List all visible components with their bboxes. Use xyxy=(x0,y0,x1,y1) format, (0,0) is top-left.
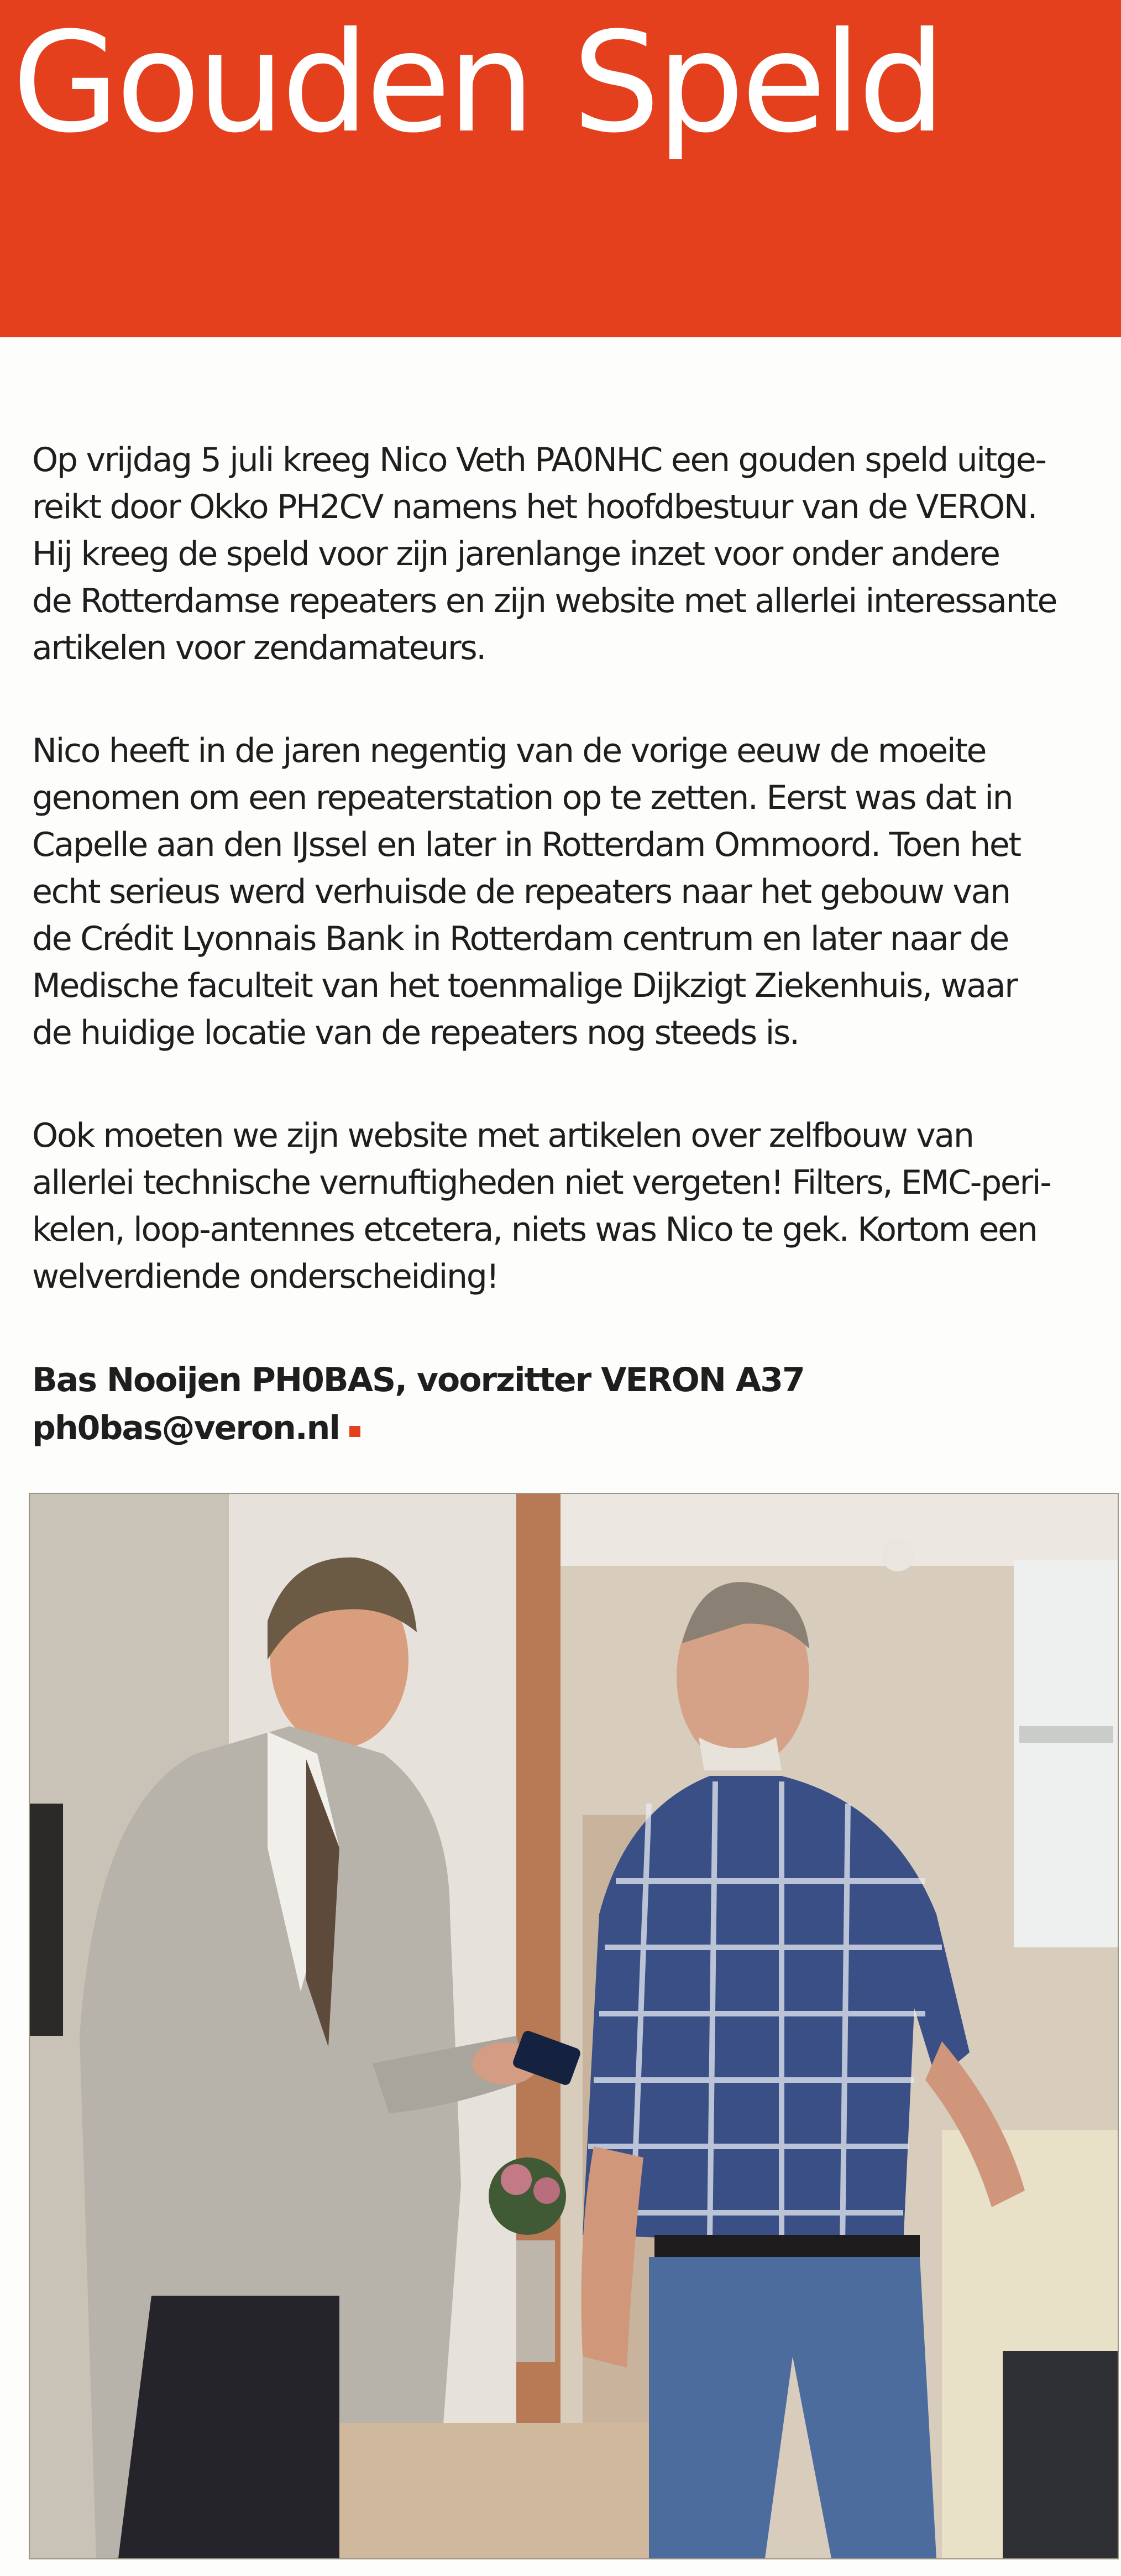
text-line: kelen, loop-antennes etcetera, niets was Nico te gek. Kortom een xyxy=(32,1210,1037,1249)
text-line: de huidige locatie van de repeaters nog steeds is. xyxy=(32,1013,799,1052)
paragraph-3 xyxy=(32,1112,1115,1300)
byline-author: Bas Nooijen PH0BAS, voorzitter VERON A37 xyxy=(32,1361,804,1399)
byline-email: ph0bas@veron.nl xyxy=(32,1409,339,1448)
text-line: Op vrijdag 5 juli kreeg Nico Veth PA0NHC een gouden speld uitge- xyxy=(32,441,1046,479)
text-line: reikt door Okko PH2CV namens het hoofdbestuur van de VERON. xyxy=(32,488,1037,526)
text-line: de Crédit Lyonnais Bank in Rotterdam centrum en later naar de xyxy=(32,919,1009,958)
article-body xyxy=(32,437,1115,1452)
text-line: Medische faculteit van het toenmalige Dijkzigt Ziekenhuis, waar xyxy=(32,966,1017,1005)
award-photo-illustration xyxy=(30,1494,1118,2558)
text-line: Capelle aan den IJssel en later in Rotterdam Ommoord. Toen het xyxy=(32,825,1020,864)
paragraph-1 xyxy=(32,437,1115,672)
door-frame xyxy=(516,1494,560,2558)
title-banner xyxy=(0,0,1121,337)
text-line: genomen om een repeaterstation op te zetten. Eerst was dat in xyxy=(32,778,1013,817)
table xyxy=(339,2423,649,2558)
chair xyxy=(1003,2351,1118,2558)
award-photo xyxy=(29,1493,1119,2559)
flower-bloom xyxy=(501,2164,532,2195)
text-line: Nico heeft in de jaren negentig van de vorige eeuw de moeite xyxy=(32,731,986,770)
man-left-trousers xyxy=(118,2296,339,2558)
page-title: Gouden Speld xyxy=(12,2,942,163)
text-line: de Rotterdamse repeaters en zijn website met allerlei interessante xyxy=(32,582,1057,620)
text-line: echt serieus werd verhuisde de repeaters naar het gebouw van xyxy=(32,872,1010,911)
vase xyxy=(516,2240,555,2362)
text-line: allerlei technische vernuftigheden niet vergeten! Filters, EMC-peri- xyxy=(32,1163,1051,1202)
end-mark-icon xyxy=(349,1426,360,1437)
byline-email-line xyxy=(32,1404,1115,1452)
flower-bloom xyxy=(533,2177,560,2204)
text-line: artikelen voor zendamateurs. xyxy=(32,629,486,667)
text-line: Ook moeten we zijn website met artikelen over zelfbouw van xyxy=(32,1116,973,1155)
window xyxy=(1014,1560,1118,1947)
paragraph-2 xyxy=(32,728,1115,1057)
ceiling-lamp xyxy=(881,1538,914,1571)
text-line: Hij kreeg de speld voor zijn jarenlange inzet voor onder andere xyxy=(32,535,999,573)
byline xyxy=(32,1356,1115,1452)
window-bar xyxy=(1019,1726,1113,1743)
text-line: welverdiende onderscheiding! xyxy=(32,1257,499,1296)
ceiling xyxy=(560,1494,1118,1566)
monitor xyxy=(30,1804,63,2036)
